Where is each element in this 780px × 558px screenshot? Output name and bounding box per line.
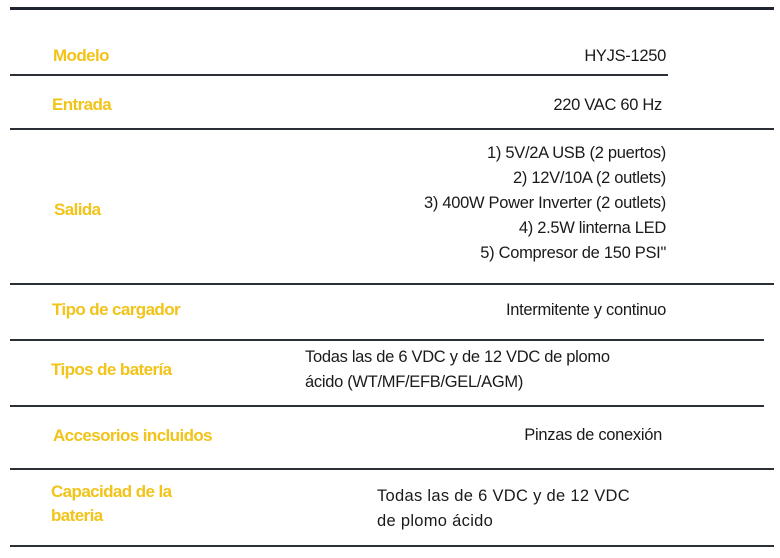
spec-value-entrada: 220 VAC 60 Hz	[553, 96, 662, 114]
spec-value-capacidad-de-la-bateria: Todas las de 6 VDC y de 12 VDC de plomo ácido	[377, 487, 630, 530]
spec-label-modelo: Modelo	[53, 46, 109, 65]
row-divider	[10, 468, 774, 470]
spec-value-tipos-de-bateria: Todas las de 6 VDC y de 12 VDC de plomo ácido (WT/MF/EFB/GEL/AGM)	[305, 348, 610, 391]
spec-label-capacidad-de-la-bateria: Capacidad de la bateria	[51, 482, 172, 525]
spec-label-tipo-de-cargador: Tipo de cargador	[52, 300, 181, 319]
row-divider	[10, 405, 764, 407]
spec-label-salida: Salida	[54, 200, 101, 219]
spec-label-tipos-de-bateria: Tipos de batería	[51, 360, 172, 379]
spec-label-entrada: Entrada	[52, 95, 112, 114]
spec-label-accesorios-incluidos: Accesorios incluidos	[53, 426, 212, 445]
spec-value-accesorios-incluidos: Pinzas de conexión	[524, 426, 662, 444]
row-divider	[10, 283, 774, 285]
spec-value-tipo-de-cargador: Intermitente y continuo	[505, 301, 666, 319]
spec-value-modelo: HYJS-1250	[584, 47, 666, 65]
spec-value-salida: 1) 5V/2A USB (2 puertos) 2) 12V/10A (2 outlets) 3) 400W Power Inverter (2 outlets) 4) 2.5W linterna LED 5) Compresor de 150 PSI"	[424, 144, 666, 262]
row-divider	[10, 128, 774, 130]
row-divider	[10, 74, 668, 76]
row-divider	[10, 339, 764, 341]
row-divider	[10, 545, 774, 547]
